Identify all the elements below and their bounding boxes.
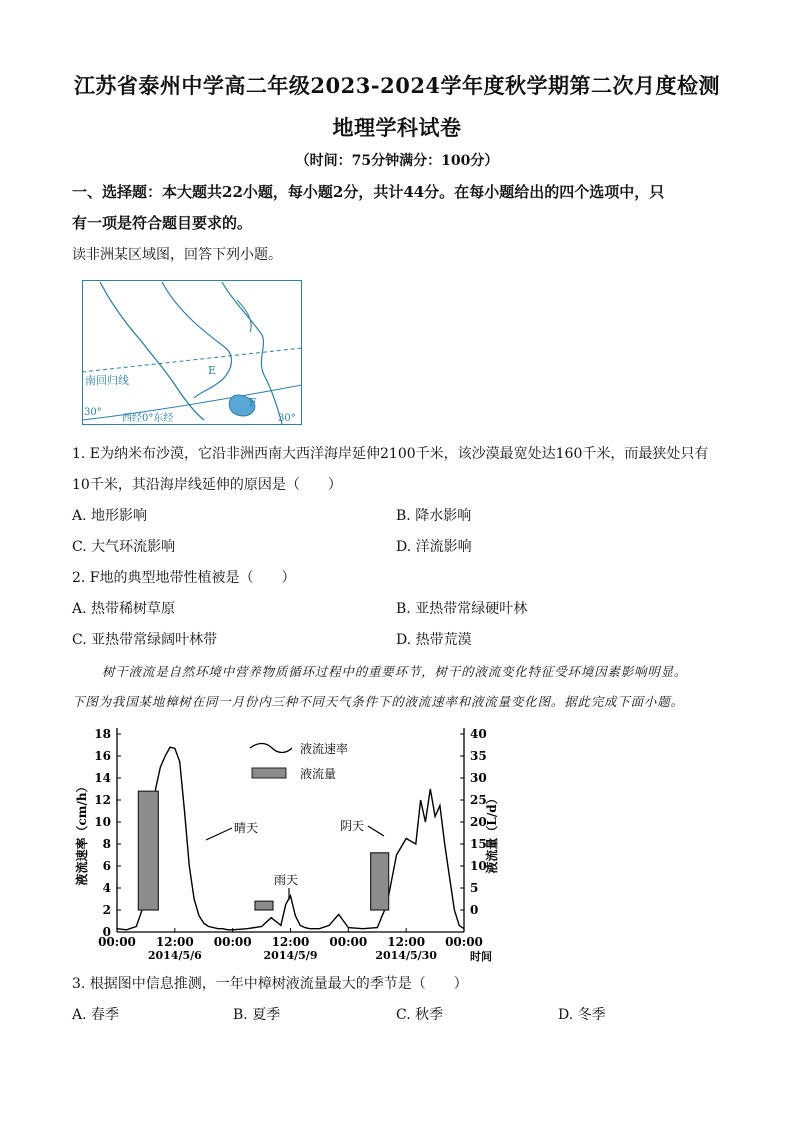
left-tick-label: 6 (102, 859, 111, 873)
legend-line-swatch (250, 744, 292, 753)
x-unit-label: 时间 (470, 950, 492, 963)
q1-option-a[interactable]: A. 地形影响 (72, 508, 148, 524)
x-date-label: 2014/5/30 (375, 949, 437, 962)
sap-flow-volume-bar (138, 791, 158, 910)
q3-option-a[interactable]: A. 春季 (72, 1007, 120, 1023)
left-axis-label: 液流速率（cm/h） (75, 780, 89, 886)
left-tick-label: 4 (102, 881, 111, 895)
map-label-30-right: 30° (278, 413, 296, 424)
x-tick-label: 00:00 (213, 935, 252, 949)
right-tick-label: 0 (470, 903, 479, 917)
left-tick-label: 12 (94, 793, 111, 807)
right-tick-label: 20 (470, 815, 487, 829)
q3-option-b[interactable]: B. 夏季 (233, 1007, 281, 1023)
right-tick-label: 35 (470, 749, 487, 763)
exam-subtitle: 地理学科试卷 (332, 115, 462, 140)
right-tick-label: 40 (470, 727, 487, 741)
right-axis-label: 液流量（L/d） (485, 792, 499, 874)
right-tick-label: 25 (470, 793, 487, 807)
section-heading-line2: 有一项是符合题目要求的。 (72, 214, 253, 232)
left-tick-label: 0 (102, 925, 111, 939)
map-label-tropic: 南回归线 (85, 374, 129, 387)
annotation-cloudy: 阴天 (340, 819, 365, 833)
passage-line1: 树干液流是自然环境中营养物质循环过程中的重要环节，树干的液流变化特征受环境因素影响明显。 (102, 664, 688, 679)
annotation-sunny-arrow (206, 828, 232, 840)
sap-flow-volume-bar (371, 853, 389, 910)
left-tick-label: 18 (94, 727, 111, 741)
q3-option-d[interactable]: D. 冬季 (558, 1007, 606, 1023)
x-tick-label: 00:00 (98, 935, 136, 949)
right-tick-label: 5 (470, 881, 479, 895)
q2-option-b[interactable]: B. 亚热带常绿硬叶林 (396, 601, 528, 617)
q3-stem: 3. 根据图中信息推测，一年中樟树液流量最大的季节是（ ） (72, 976, 468, 992)
q2-option-c[interactable]: C. 亚热带常绿阔叶林带 (72, 632, 218, 648)
legend-line-label: 液流速率 (300, 742, 349, 756)
x-tick-label: 00:00 (445, 935, 483, 949)
left-tick-label: 14 (94, 771, 111, 785)
q3-option-c[interactable]: C. 秋季 (396, 1007, 444, 1023)
map-label-F: F (249, 396, 257, 409)
section-heading-line1: 一、选择题：本大题共22小题，每小题2分，共计44分。在每小题给出的四个选项中，只 (72, 183, 665, 201)
right-tick-label: 15 (470, 837, 487, 851)
q2-stem: 2. F地的典型地带性植被是（ ） (72, 570, 296, 586)
legend-bar-swatch (252, 768, 286, 778)
annotation-rain: 雨天 (274, 873, 299, 887)
sap-flow-chart (72, 722, 502, 964)
africa-map (82, 280, 302, 425)
q1-stem-line2: 10千米，其沿海岸线延伸的原因是（ ） (72, 477, 342, 493)
right-tick-label: 30 (470, 771, 487, 785)
sap-flow-rate-line (117, 747, 464, 930)
map-label-30-left: 30° (84, 407, 102, 418)
q1-option-d[interactable]: D. 洋流影响 (396, 539, 472, 555)
q1-option-c[interactable]: C. 大气环流影响 (72, 539, 176, 555)
x-date-label: 2014/5/9 (263, 949, 318, 962)
left-tick-label: 2 (102, 903, 111, 917)
q1-option-b[interactable]: B. 降水影响 (396, 508, 472, 524)
q1-stem-line1: 1. E为纳米布沙漠，它沿非洲西南大西洋海岸延伸2100千米，该沙漠最宽处达160千米，而最狭处只有 (72, 446, 709, 462)
q2-option-a[interactable]: A. 热带稀树草原 (72, 601, 176, 617)
q2-option-d[interactable]: D. 热带荒漠 (396, 632, 472, 648)
map-label-E: E (208, 364, 217, 377)
annotation-sunny: 晴天 (234, 821, 259, 835)
time-info: （时间：75分钟满分：100分） (295, 153, 499, 169)
exam-title: 江苏省泰州中学高二年级2023-2024学年度秋学期第二次月度检测 (73, 73, 721, 98)
right-tick-label: 10 (470, 859, 487, 873)
passage-line2: 下图为我国某地樟树在同一月份内三种不同天气条件下的液流速率和液流量变化图。据此完成下面小题。 (72, 694, 684, 709)
x-tick-label: 12:00 (155, 935, 194, 949)
x-date-label: 2014/5/6 (147, 949, 202, 962)
left-tick-label: 16 (94, 749, 111, 763)
map-label-lon: 西经0°东经 (122, 413, 174, 424)
map-intro: 读非洲某区域图，回答下列小题。 (72, 247, 282, 263)
left-tick-label: 8 (102, 837, 111, 851)
x-tick-label: 12:00 (271, 935, 310, 949)
x-tick-label: 12:00 (387, 935, 426, 949)
x-tick-label: 00:00 (329, 935, 368, 949)
annotation-cloudy-arrow (368, 826, 384, 836)
sap-flow-volume-bar (255, 901, 273, 910)
legend-bar-label: 液流量 (300, 767, 337, 781)
left-tick-label: 10 (94, 815, 111, 829)
